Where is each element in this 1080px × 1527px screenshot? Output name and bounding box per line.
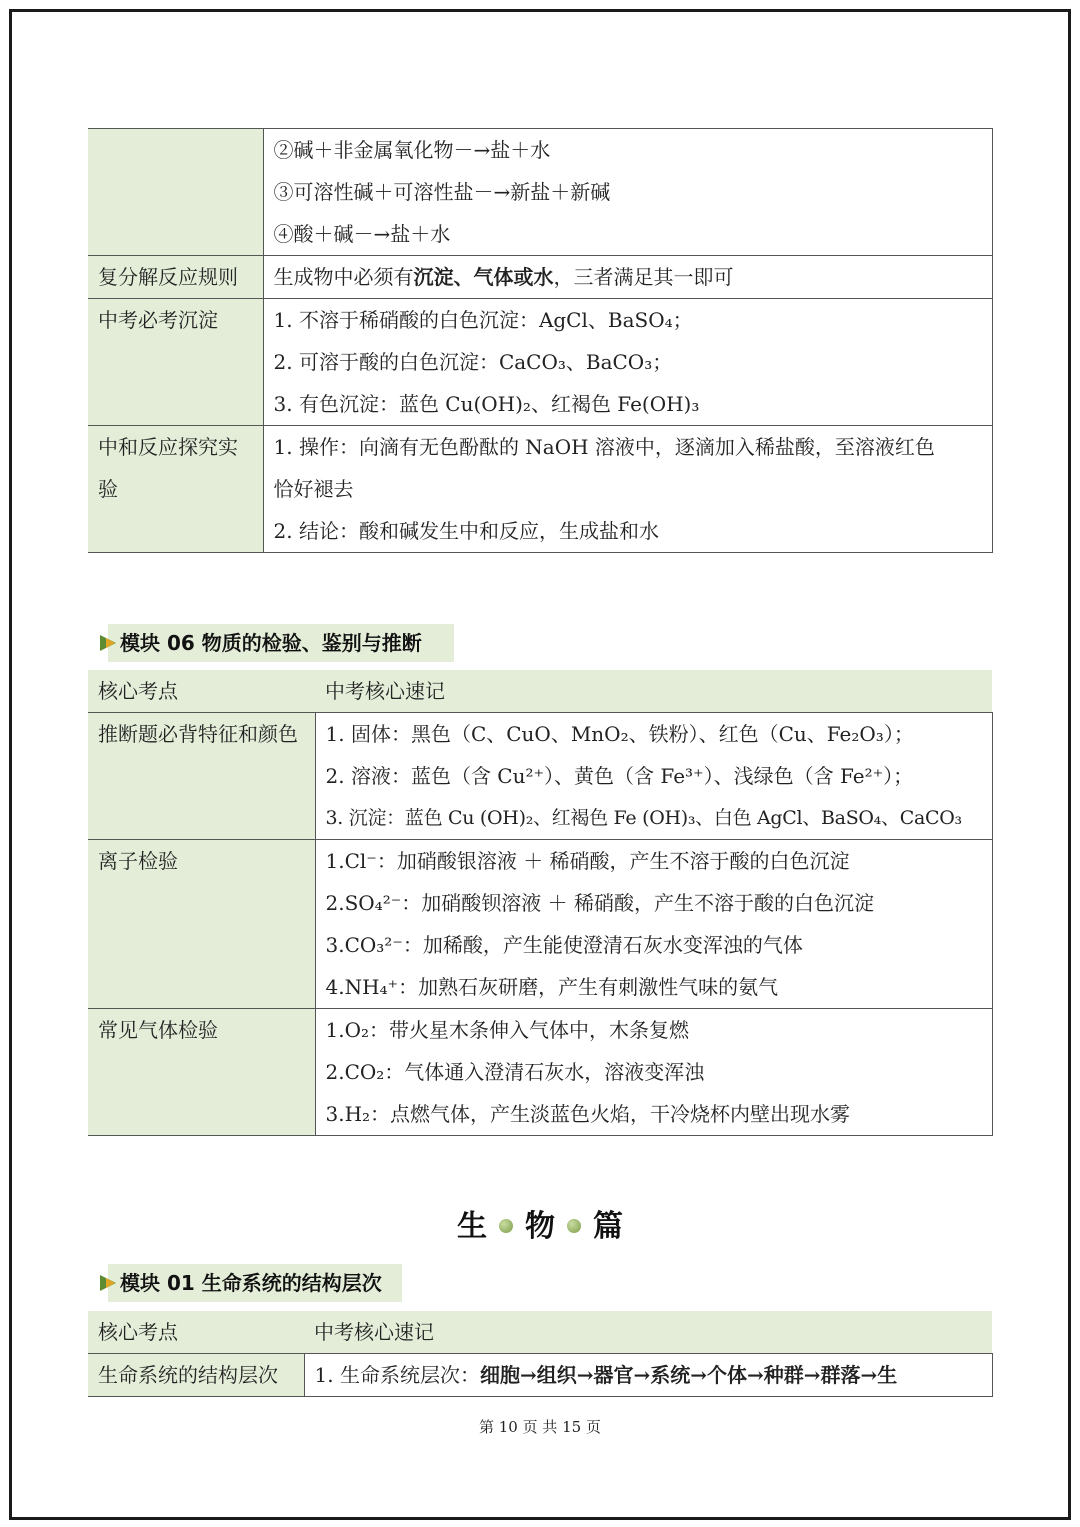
detection-table [88,670,993,1136]
row-key: 中考必考沉淀 [88,299,263,426]
page-footer: 第 10 页 共 15 页 [478,1418,601,1436]
row-value [263,426,992,553]
row-key: 生命系统的结构层次 [88,1354,304,1397]
row-value [315,1009,992,1136]
list-item: 4.NH₄⁺：加熟石灰研磨，产生有刺激性气味的氨气 [325,975,779,999]
row-key: 中和反应探究实验 [88,426,263,553]
section-char: 篇 [593,1209,623,1244]
table-row [88,1009,992,1136]
table-row [88,129,992,256]
list-item: 2.SO₄²⁻：加硝酸钡溶液 ＋ 稀硝酸，产生不溶于酸的白色沉淀 [325,891,874,915]
table-row [88,713,992,840]
list-item: 1. 不溶于稀硝酸的白色沉淀：AgCl、BaSO₄； [273,308,693,332]
list-item: ③可溶性碱＋可溶性盐－→新盐＋新碱 [273,180,611,204]
table-row [88,1354,992,1397]
row-key: 常见气体检验 [88,1009,315,1136]
list-item: 2.CO₂：气体通入澄清石灰水，溶液变浑浊 [325,1060,705,1084]
dot-icon [499,1219,513,1233]
list-item: 2. 溶液：蓝色（含 Cu²⁺）、黄色（含 Fe³⁺）、浅绿色（含 Fe²⁺）； [325,764,914,788]
table-row [88,840,992,1009]
row-value [263,256,992,299]
arrow-icon [106,1278,115,1288]
table-header [88,1311,992,1354]
row-key: 推断题必背特征和颜色 [88,713,315,840]
table-row [88,299,992,426]
text-span: 生成物中必须有 [273,265,414,289]
table-header [88,670,992,713]
list-item: 3. 有色沉淀：蓝色 Cu(OH)₂、红褐色 Fe(OH)₃ [273,392,700,416]
list-item: ②碱＋非金属氧化物－→盐＋水 [273,138,551,162]
list-item [274,256,982,298]
row-value [315,840,992,1009]
list-item: 恰好褪去 [273,477,354,501]
row-key: 离子检验 [88,840,315,1009]
row-key [88,129,263,256]
table-row [88,256,992,299]
header-key: 核心考点 [88,1311,304,1354]
biology-table [88,1311,993,1397]
list-item: 1.O₂：带火星木条伸入气体中，木条复燃 [325,1018,689,1042]
header-value: 中考核心速记 [304,1311,992,1354]
row-value [263,129,992,256]
section-char: 生 [457,1209,487,1244]
row-value [304,1354,992,1397]
text-span: ，三者满足其一即可 [553,265,734,289]
section-title [0,1205,1080,1249]
table-row [88,426,992,553]
header-value: 中考核心速记 [315,670,992,713]
header-key: 核心考点 [88,670,315,713]
list-item: 1. 操作：向滴有无色酚酞的 NaOH 溶液中，逐滴加入稀盐酸，至溶液红色 [273,435,935,459]
list-item: 3.CO₃²⁻：加稀酸，产生能使澄清石灰水变浑浊的气体 [325,933,803,957]
list-item: 2. 结论：酸和碱发生中和反应，生成盐和水 [273,519,659,543]
bold-text: 细胞→组织→器官→系统→个体→种群→群落→生 [479,1363,898,1387]
row-value [315,713,992,840]
list-item: 2. 可溶于酸的白色沉淀：CaCO₃、BaCO₃； [273,350,673,374]
list-item: 3. 沉淀：蓝色 Cu (OH)₂、红褐色 Fe (OH)₃、白色 AgCl、BaSO₄、CaCO₃ [325,807,962,829]
row-value [263,299,992,426]
dot-icon [567,1219,581,1233]
module-title: 模块 06 物质的检验、鉴别与推断 [120,631,422,655]
reaction-table [88,128,993,553]
bold-text: 沉淀、气体或水 [413,265,554,289]
arrow-icon [106,638,115,648]
list-item [315,1354,982,1396]
text-span: 1. 生命系统层次： [314,1363,480,1387]
module-title: 模块 01 生命系统的结构层次 [120,1271,382,1295]
row-key: 复分解反应规则 [88,256,263,299]
section-char: 物 [525,1209,555,1244]
list-item: 3.H₂：点燃气体，产生淡蓝色火焰，干冷烧杯内壁出现水雾 [325,1102,851,1126]
list-item: 1.Cl⁻：加硝酸银溶液 ＋ 稀硝酸，产生不溶于酸的白色沉淀 [325,849,850,873]
list-item: 1. 固体：黑色（C、CuO、MnO₂、铁粉）、红色（Cu、Fe₂O₃）； [325,722,914,746]
list-item: ④酸＋碱－→盐＋水 [273,222,451,246]
